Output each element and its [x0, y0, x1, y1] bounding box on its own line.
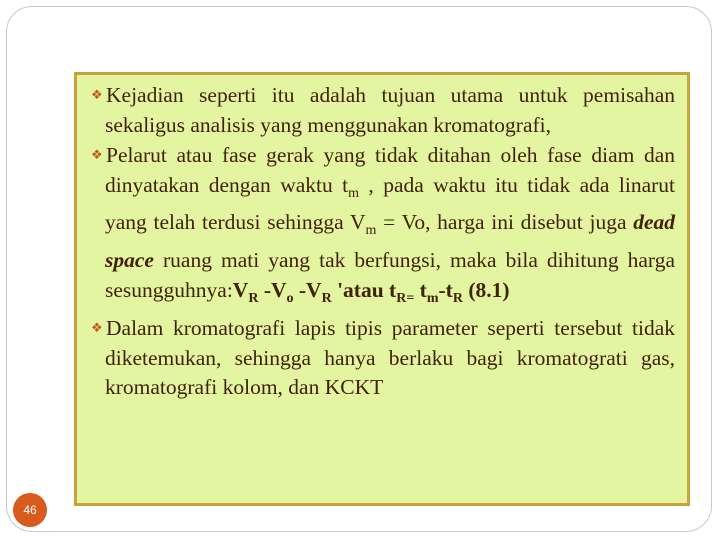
dead-space-emphasis: dead space	[105, 210, 675, 272]
leaf-bullet-icon: ❖	[91, 320, 103, 336]
text-area	[91, 80, 675, 403]
formula-sub-r: R	[321, 290, 332, 306]
formula-v: V	[232, 277, 249, 302]
formula-sub-r-eq: R=	[396, 290, 415, 306]
paragraph-2	[91, 140, 675, 313]
formula-t: t	[414, 277, 427, 302]
formula-atau: 'atau t	[331, 277, 397, 302]
formula	[232, 277, 510, 306]
formula-v: -V	[258, 277, 287, 302]
paragraph-1-text: Kejadian seperti itu adalah tujuan utama untuk pemisahan sekaligus analisis yang menggunakan kromatografi,	[105, 83, 675, 137]
leaf-bullet-icon: ❖	[91, 147, 103, 163]
subscript-m: m	[348, 185, 360, 201]
paragraph-2-part-2: , pada waktu itu tidak ada linarut yang telah terdusi sehingga V	[105, 172, 675, 235]
paragraph-1	[91, 80, 675, 140]
leaf-bullet-icon: ❖	[91, 87, 103, 102]
paragraph-2-part-4: ruang mati yang tak berfungsi, maka bila dihitung harga sesungguhnya:	[105, 247, 675, 302]
page-number: 46	[23, 503, 37, 517]
formula-sub-r: R	[452, 290, 463, 306]
paragraph-3-text: Dalam kromatografi lapis tipis parameter seperti tersebut tidak diketemukan, sehingga hanya berlaku bagi kromatograti gas, kromatografi kolom, dan KCKT	[105, 316, 675, 400]
page-number-badge	[13, 493, 47, 527]
formula-sub-m: m	[426, 290, 439, 306]
formula-sub-r: R	[248, 290, 259, 306]
paragraph-3	[91, 313, 675, 403]
formula-t: -t	[438, 277, 453, 302]
paragraph-2-part-1: Pelarut atau fase gerak yang tidak ditahan oleh fase diam dan dinyatakan dengan waktu t	[105, 143, 675, 197]
paragraph-2-part-3: = Vo, harga ini disebut juga	[376, 210, 634, 235]
equation-number: (8.1)	[462, 277, 510, 302]
formula-sub-o: o	[286, 290, 294, 306]
content-box	[74, 72, 690, 506]
subscript-m: m	[365, 223, 377, 239]
formula-v: -V	[293, 277, 322, 302]
